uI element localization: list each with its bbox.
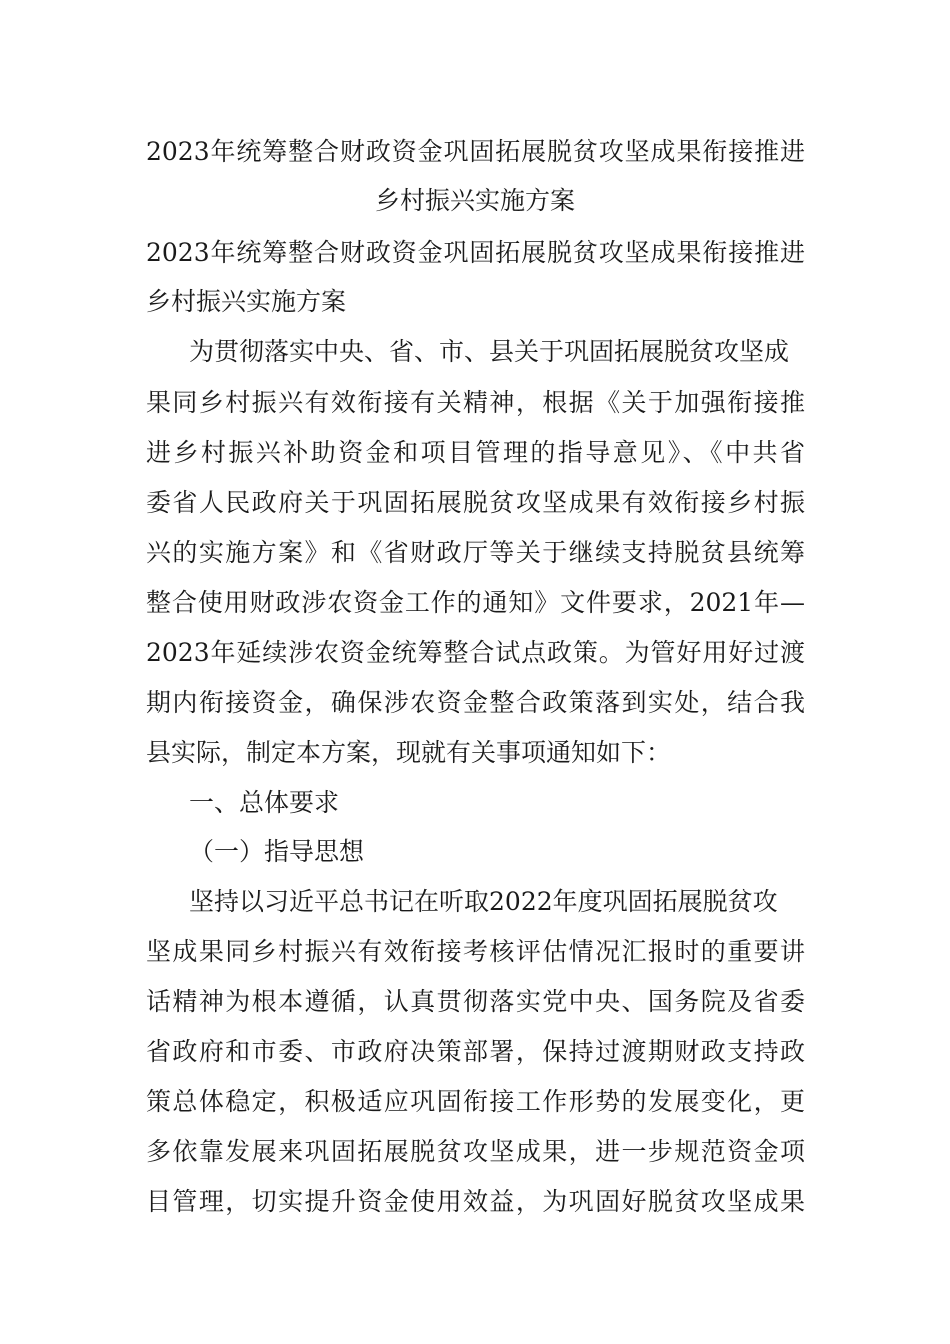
intro-paragraph-line: 果同乡村振兴有效衔接有关精神，根据《关于加强衔接推 (146, 388, 805, 417)
intro-paragraph-line: 进乡村振兴补助资金和项目管理的指导意见》、《中共省 (146, 438, 805, 467)
intro-paragraph-line: 整合使用财政涉农资金工作的通知》文件要求，2021年— (146, 588, 805, 617)
body-paragraph-line: 策总体稳定，积极适应巩固衔接工作形势的发展变化，更 (146, 1087, 805, 1116)
body-paragraph-line: 话精神为根本遵循，认真贯彻落实党中央、国务院及省委 (146, 987, 805, 1016)
intro-paragraph-line: 2023年延续涉农资金统筹整合试点政策。为管好用好过渡 (146, 638, 805, 667)
body-paragraph-line: 坚持以习近平总书记在听取2022年度巩固拓展脱贫攻 (189, 887, 778, 916)
body-paragraph-line: 多依靠发展来巩固拓展脱贫攻坚成果，进一步规范资金项 (146, 1137, 805, 1166)
section-heading: 一、总体要求 (189, 788, 340, 817)
intro-paragraph-line: 委省人民政府关于巩固拓展脱贫攻坚成果有效衔接乡村振 (146, 488, 805, 517)
intro-paragraph-line: 兴的实施方案》和《省财政厅等关于继续支持脱贫县统筹 (146, 538, 805, 567)
document-title-line-2: 乡村振兴实施方案 (374, 186, 575, 215)
intro-paragraph-line: 期内衔接资金，确保涉农资金整合政策落到实处，结合我 (146, 688, 805, 717)
body-paragraph-line: 省政府和市委、市政府决策部署，保持过渡期财政支持政 (146, 1037, 805, 1066)
intro-paragraph-line: 县实际，制定本方案，现就有关事项通知如下： (146, 738, 672, 767)
intro-paragraph-line: 为贯彻落实中央、省、市、县关于巩固拓展脱贫攻坚成 (189, 337, 790, 366)
document-heading-line-1: 2023年统筹整合财政资金巩固拓展脱贫攻坚成果衔接推进 (146, 238, 805, 267)
document-title-line-1: 2023年统筹整合财政资金巩固拓展脱贫攻坚成果衔接推进 (146, 137, 805, 166)
body-paragraph-line: 坚成果同乡村振兴有效衔接考核评估情况汇报时的重要讲 (146, 937, 805, 966)
document-heading-line-2: 乡村振兴实施方案 (146, 287, 347, 316)
subsection-heading: （一）指导思想 (189, 837, 365, 866)
body-paragraph-line: 目管理，切实提升资金使用效益，为巩固好脱贫攻坚成果 (146, 1187, 805, 1216)
